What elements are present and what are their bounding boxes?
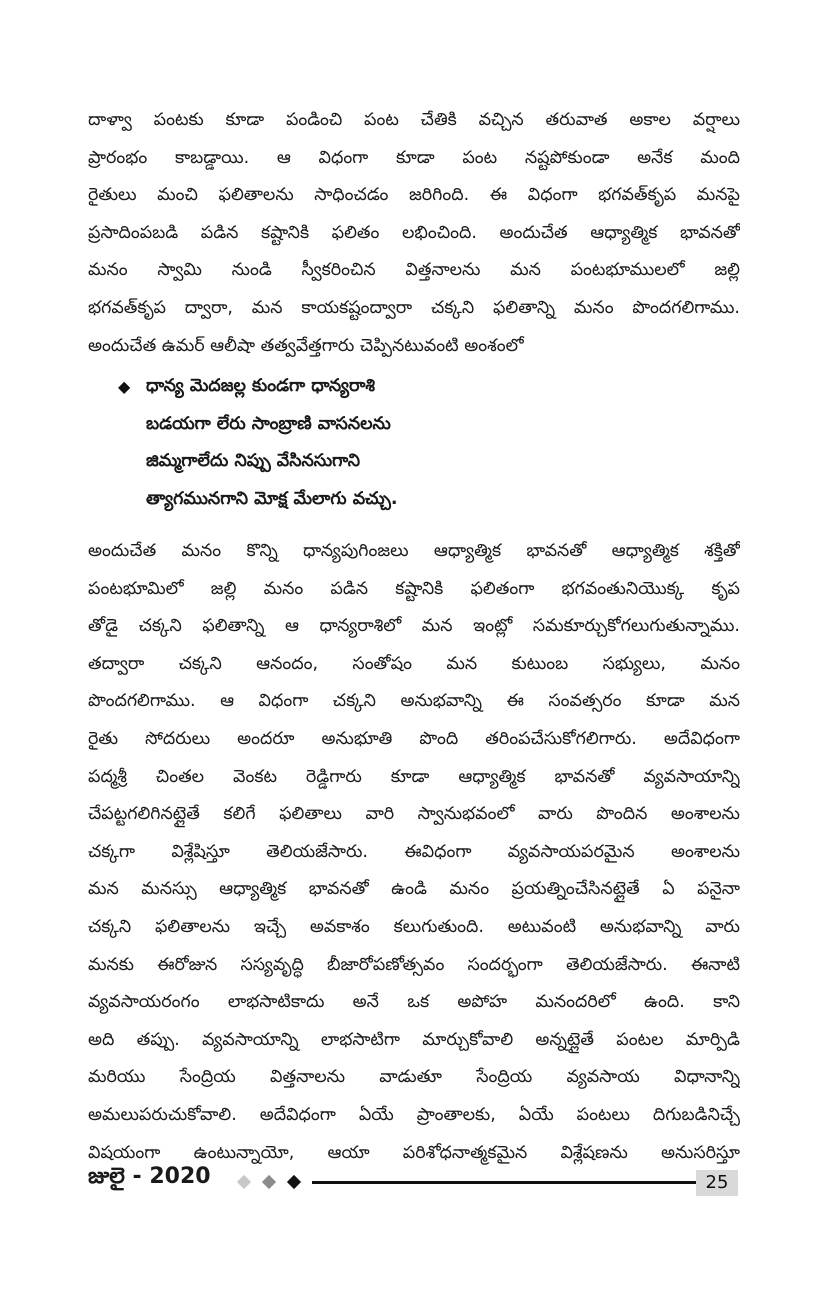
poem-line-text: త్యాగమునగాని మోక్ష మేలాగు వచ్చు. (146, 488, 398, 509)
poem-line (118, 443, 598, 481)
text-line: మన మనస్సు ఆధ్యాత్మిక భావనతో ఉండి మనం ప్రయత్నించేసినట్లైతే ఏ పనైనా (88, 879, 740, 900)
body-paragraph-2 (88, 533, 740, 1172)
page-footer (0, 1160, 827, 1204)
text-line: రైతు సోదరులు అందరూ అనుభూతి పొంది తరింపచేసుకోగలిగారు. అదేవిధంగా (88, 728, 740, 749)
issue-date: జులై - 2020 (88, 1164, 211, 1189)
text-line: ప్రసాదింపబడి పడిన కష్టానికి ఫలితం లభించింది. అందుచేత ఆధ్యాత్మిక భావనతో (88, 222, 740, 243)
text-line: వ్యవసాయరంగం లాభసాటికాదు అనే ఒక అపోహ మనందరిలో ఉంది. కాని (88, 992, 740, 1013)
text-line: ప్రారంభం కాబడ్డాయి. ఆ విధంగా కూడా పంట నష్టపోకుండా అనేక మంది (88, 147, 740, 168)
text-line: అది తప్పు. వ్యవసాయాన్ని లాభసాటిగా మార్చుకోవాలి అన్నట్లైతే పంటల మార్పిడి (88, 1029, 740, 1050)
text-line: తద్వారా చక్కని ఆనందం, సంతోషం మన కుటుంబ సభ్యులు, మనం (88, 653, 740, 674)
poem-line-text: జిమ్మగాలేదు నిప్పు వేసినసుగాని (146, 451, 361, 471)
poem-line (118, 481, 598, 519)
text-line: అందుచేత మనం కొన్ని ధాన్యపుగింజలు ఆధ్యాత్మిక భావనతో ఆధ్యాత్మిక శక్తితో (88, 541, 740, 561)
text-line: చక్కగా విశ్లేషిస్తూ తెలియజేసారు. ఈవిధంగా వ్యవసాయపరమైన అంశాలను (88, 841, 740, 862)
poem-verse (118, 368, 598, 518)
text-line: దాళ్వా పంటకు కూడా పండించి పంట చేతికి వచ్చిన తరువాత అకాల వర్షాలు (88, 110, 740, 130)
text-line: పంటభూమిలో జల్లి మనం పడిన కష్టానికి ఫలితంగా భగవంతునియొక్క కృప (88, 578, 740, 599)
text-line: భగవత్‌కృప ద్వారా, మన కాయకష్టంద్వారా చక్కని ఫలితాన్ని మనం పొందగలిగాము. (88, 297, 740, 318)
text-line: చక్కని ఫలితాలను ఇచ్చే అవకాశం కలుగుతుంది. అటువంటి అనుభవాన్ని వారు (88, 916, 740, 937)
text-line: అమలుపరుచుకోవాలి. అదేవిధంగా ఏయే ప్రాంతాలకు, ఏయే పంటలు దిగుబడినిచ్చే (88, 1104, 740, 1125)
text-line: మనం స్వామి నుండి స్వీకరించిన విత్తనాలను మన పంటభూములలో జల్లి (88, 260, 740, 281)
text-line: అందుచేత ఉమర్ ఆలీషా తత్వవేత్తగారు చెప్పినటువంటి అంశంలో (88, 335, 524, 356)
poem-line-text: ధాన్య మెదజల్ల కుండగా ధాన్యరాశి (146, 376, 376, 396)
body-paragraph-1 (88, 102, 740, 365)
text-line: మనకు ఈరోజున సస్యవృద్ధి బీజారోపణోత్సవం సందర్భంగా తెలియజేసారు. ఈనాటి (88, 954, 740, 975)
diamond-bullet-icon: ◆ (118, 377, 131, 396)
text-line: తోడై చక్కని ఫలితాన్ని ఆ ధాన్యరాశిలో మన ఇంట్లో సమకూర్చుకోగలుగుతున్నాము. (88, 616, 740, 637)
text-line: పొందగలిగాము. ఆ విధంగా చక్కని అనుభవాన్ని ఈ సంవత్సరం కూడా మన (88, 691, 740, 712)
poem-line-text: బడయగా లేరు సాంబ్రాణి వాసనలను (146, 413, 391, 434)
black-diamond-icon (287, 1175, 301, 1189)
text-line: పద్మశ్రీ చింతల వెంకట రెడ్డిగారు కూడా ఆధ్యాత్మిక భావనతో వ్యవసాయాన్ని (88, 766, 740, 787)
text-line: చేపట్టగలిగినట్లైతే కలిగే ఫలితాలు వారి స్వానుభవంలో వారు పొందిన అంశాలను (88, 804, 740, 825)
text-line: రైతులు మంచి ఫలితాలను సాధించడం జరిగింది. ఈ విధంగా భగవత్‌కృప మనపై (88, 185, 740, 206)
text-line: మరియు సేంద్రియ విత్తనాలను వాడుతూ సేంద్రియ వ్యవసాయ విధానాన్ని (88, 1067, 740, 1088)
text-line: విషయంగా ఉంటున్నాయో, ఆయా పరిశోధనాత్మకమైన విశ్లేషణను అనుసరిస్తూ (88, 1142, 740, 1163)
poem-line (118, 406, 598, 444)
poem-line (118, 368, 598, 406)
page-number: 25 (696, 1170, 738, 1196)
light-diamond-icon (237, 1175, 251, 1189)
footer-divider (312, 1181, 696, 1184)
grey-diamond-icon (262, 1175, 276, 1189)
